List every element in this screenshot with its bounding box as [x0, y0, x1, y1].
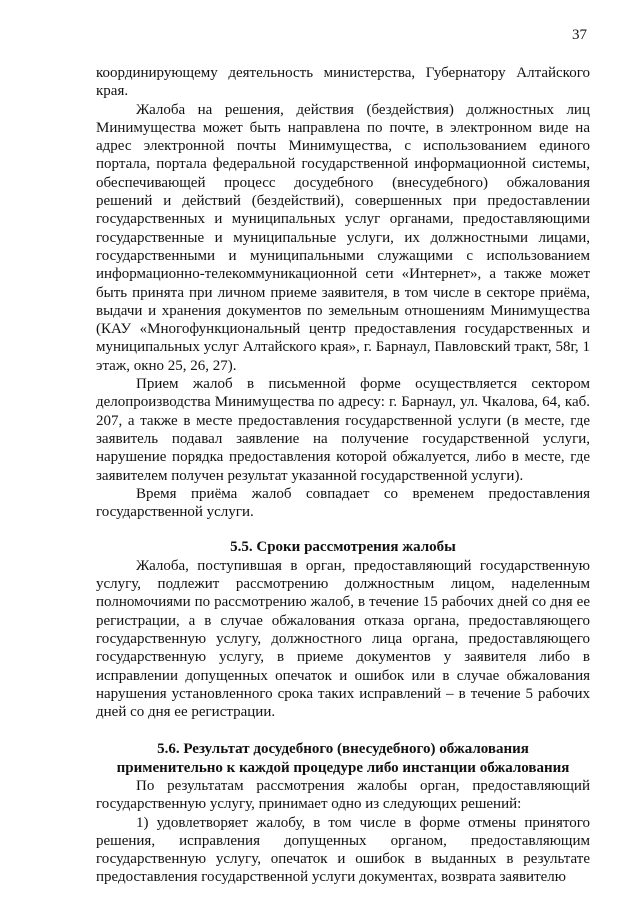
paragraph-review-results: По результатам рассмотрения жалобы орган, предоставляющий государственную услугу, принимает одно из следующих решений:	[96, 777, 590, 813]
section-heading-5-6-line2: применительно к каждой процедуре либо инстанции обжалования	[116, 759, 570, 776]
section-heading-5-6-line1: 5.6. Результат досудебного (внесудебного) обжалования	[157, 741, 529, 758]
paragraph-written-complaints: Прием жалоб в письменной форме осуществляется сектором делопроизводства Минимущества по адресу: г. Барнаул, ул. Чкалова, 64, каб. 207, а также в месте предоставления государственной услуги (в месте, где заявитель подавал заявление на получение государственной услуги, нарушение порядка предоставления которой обжалуется, либо в месте, где заявителем получен результат указанной государственной услуги).	[96, 376, 590, 484]
document-body	[96, 64, 590, 887]
section-heading-5-6	[96, 740, 590, 777]
paragraph-continuation: координирующему деятельность министерства, Губернатору Алтайского края.	[96, 65, 590, 100]
paragraph-reception-time: Время приёма жалоб совпадает со временем предоставления государственной услуги.	[96, 485, 590, 521]
paragraph-review-terms: Жалоба, поступившая в орган, предоставляющий государственную услугу, подлежит рассмотрению должностным лицом, наделенным полномочиями по рассмотрению жалоб, в течение 15 рабочих дней со дня ее регистрации, а в случае обжалования отказа органа, предоставляющего государственную услугу, должностного лица органа, предоставляющего государственную услугу, в приеме документов у заявителя либо в исправлении допущенных опечаток и ошибок или в случае обжалования нарушения установленного срока таких исправлений – в течение 5 рабочих дней со дня ее регистрации.	[96, 557, 590, 721]
page-number: 37	[572, 27, 587, 43]
paragraph-decision-1: 1) удовлетворяет жалобу, в том числе в форме отмены принятого решения, исправления допущенных органом, предоставляющим государственную услугу, опечаток и ошибок в выданных в результате предоставления государственной услуги документах, возврата заявителю	[96, 814, 590, 886]
section-heading-5-5: 5.5. Сроки рассмотрения жалобы	[230, 539, 456, 556]
paragraph-complaint-channels: Жалоба на решения, действия (бездействия) должностных лиц Минимущества может быть направлена по почте, в электронном виде на адрес электронной почты Минимущества, с использованием единого портала, портала федеральной государственной информационной системы, обеспечивающей процесс досудебного (внесудебного) обжалования решений и действий (бездействий), совершенных при предоставлении государственных и муниципальных услуг органами, предоставляющими государственные и муниципальные услуги, их должностными лицами, государственными и муниципальными служащими с использованием информационно-телекоммуникационной сети «Интернет», а также может быть принята при личном приеме заявителя, в том числе в секторе приёма, выдачи и хранения документов по земельным отношениям Минимущества (КАУ «Многофункциональный центр предоставления государственных и муниципальных услуг Алтайского края», г. Барнаул, Павловский тракт, 58г, 1 этаж, окно 25, 26, 27).	[96, 101, 590, 374]
